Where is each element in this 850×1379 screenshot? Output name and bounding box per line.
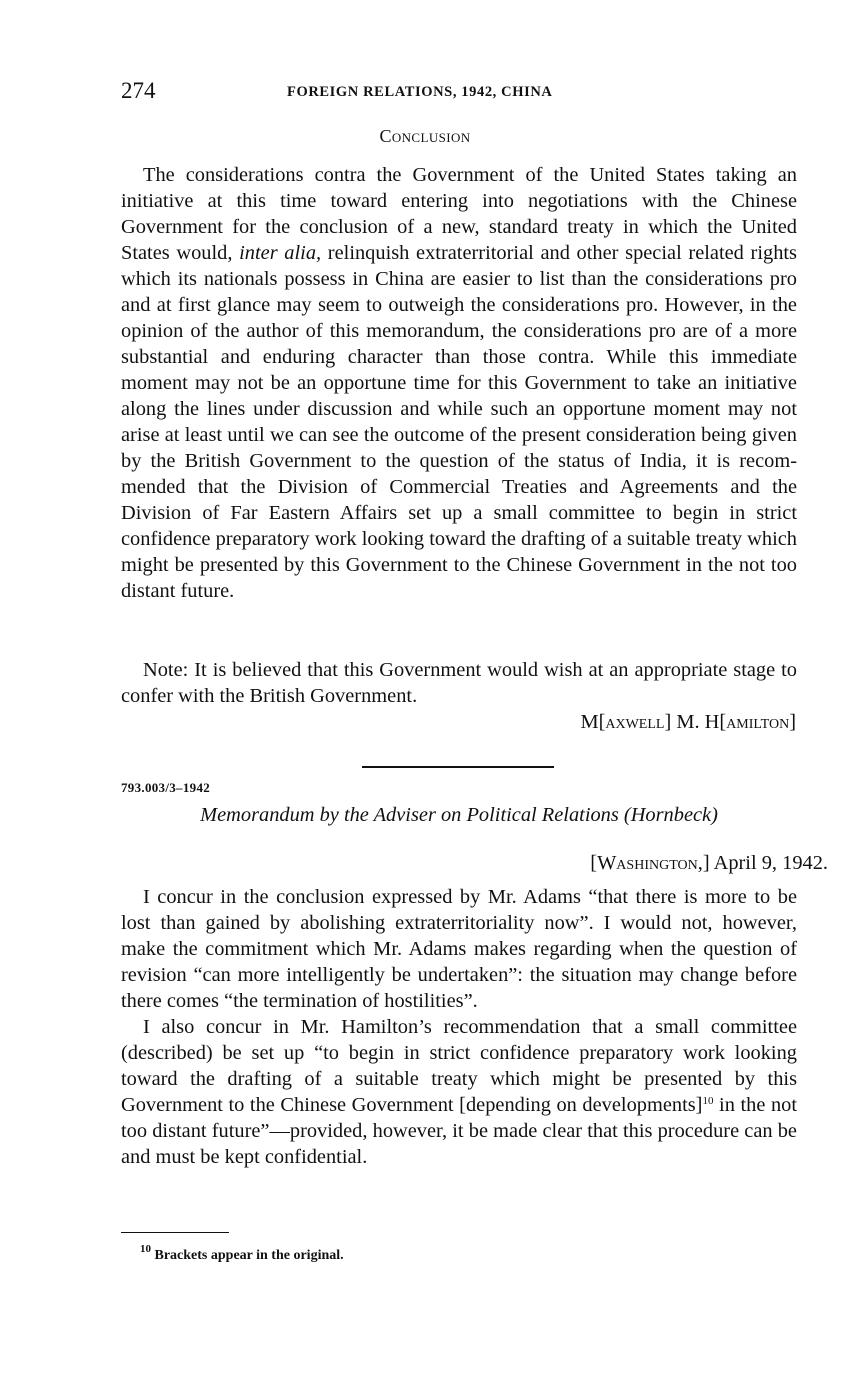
dateline: [Washington,] April 9, 1942. (590, 852, 828, 874)
signature: M[axwell] M. H[amilton] (580, 711, 796, 733)
memo-paragraph: I also concur in Mr. Hamilton’s recommendation that a small committee (described) be set up “to begin in strict confidence preparatory work looking toward the drafting of a suitable treaty which might be presented by this Government to the Chinese Government [depending on developments]$^{10}$ in the not too distant future”—provided, however, it be made clear that this procedure can be and must be kept confidential. (121, 1016, 798, 1168)
conclusion-paragraph: The considerations contra the Government of the United States taking an initiative at this time toward entering into negotiations with the Chinese Government for the conclusion of a new, standard treaty in which the United States would, inter alia, relinquish extraterritorial and other special related rights which its nationals possess in China are easier to list than the considerations pro and at first glance may seem to outweigh the considerations pro. However, in the opinion of the author of this memorandum, the considerations pro are of a more substantial and enduring character than those contra. While this immediate moment may not be an opportune time for this Government to take an initiative along the lines under discussion and while such an opportune moment may not arise at least until we can see the outcome of the present consideration being given by the British Government to the question of the status of India, it is recommended that the Division of Commercial Treaties and Agreements and the Division of Far Eastern Affairs set up a small committee to begin in strict confidence preparatory work looking toward the drafting of a suitable treaty which might be presented by this Government to the Chinese Government in the not too distant future. (121, 164, 797, 602)
footnote-marker: 10 (140, 1243, 151, 1255)
section-divider (362, 766, 554, 768)
memo-paragraph: I concur in the conclusion expressed by Mr. Adams “that there is more to be lost than gained by abolishing extraterritoriality now”. I would not, however, make the commitment which Mr. Adams makes regarding when the question of revision “can more intelligently be undertaken”: the situation may change before there comes “the termination of hostilities”. (121, 886, 797, 1012)
page-header (121, 78, 796, 108)
footnote-divider (121, 1232, 229, 1233)
memo-body (121, 884, 797, 1170)
memo-title: Memorandum by the Adviser on Political Relations (Hornbeck) (200, 804, 718, 826)
conclusion-body (121, 162, 797, 604)
running-head: FOREIGN RELATIONS, 1942, CHINA (287, 84, 553, 100)
note-block (121, 657, 797, 709)
footnote-reference[interactable]: 10 (702, 1095, 714, 1107)
footnote (140, 1243, 344, 1264)
footnote-text: Brackets appear in the original. (151, 1248, 344, 1263)
file-number: 793.003/3–1942 (121, 780, 211, 795)
section-heading: Conclusion (379, 126, 471, 146)
note-paragraph: Note: It is believed that this Government would wish at an appropriate stage to confer with the British Government. (121, 659, 797, 707)
page-number: 274 (121, 78, 156, 103)
